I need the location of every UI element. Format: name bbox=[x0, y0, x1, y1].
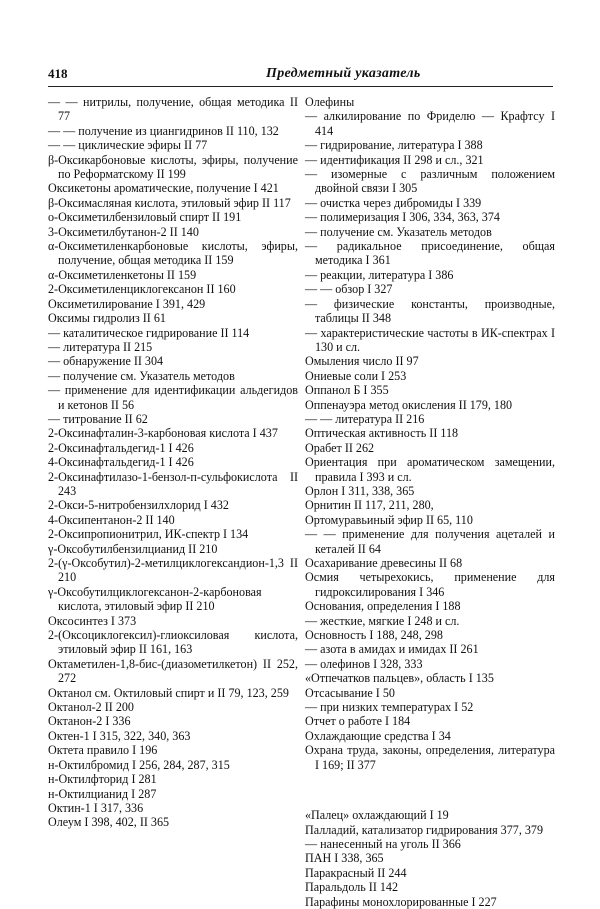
index-entry: — титрование II 62 bbox=[48, 411, 148, 426]
page-number: 418 bbox=[48, 66, 68, 81]
index-entry: γ-Оксобутилбензилцианид II 210 bbox=[48, 541, 218, 556]
index-entry: Палладий, катализатор гидрирования 377, 379 bbox=[305, 822, 544, 837]
index-entry: — реакции, литература I 386 bbox=[305, 267, 454, 282]
index-entry: — олефинов I 328, 333 bbox=[305, 656, 423, 671]
index-entry: — получение см. Указатель методов bbox=[48, 368, 235, 383]
index-entry: н-Октилфторид I 281 bbox=[48, 772, 157, 787]
index-entry: 2-Оксинафтальдегид-1 I 426 bbox=[48, 440, 194, 455]
index-entry: н-Октилбромид I 256, 284, 287, 315 bbox=[48, 757, 230, 772]
index-entry: α-Оксиметиленкетоны II 159 bbox=[48, 267, 197, 282]
index-entry: β-Оксимасляная кислота, этиловый эфир II 117 bbox=[48, 195, 291, 210]
index-entry: — литература II 215 bbox=[48, 339, 153, 354]
index-entry: Октета правило I 196 bbox=[48, 743, 158, 758]
index-entry: α-Оксиметиленкарбоновые кислоты, эфиры, получение, общая методика II 159 bbox=[48, 239, 298, 268]
index-entry: 2-Оксинафтилазо-1-бензол-п-сульфокислота II 243 bbox=[48, 469, 298, 498]
index-entry: β-Оксикарбоновые кислоты, эфиры, получение по Реформатскому II 199 bbox=[48, 152, 298, 182]
index-entry: Олеум I 398, 402, II 365 bbox=[48, 815, 170, 830]
index-entry: — — литература II 216 bbox=[305, 411, 425, 426]
index-entry: 2-Оксиметиленциклогексанон II 160 bbox=[48, 282, 236, 297]
index-entry: — полимеризация I 306, 334, 363, 374 bbox=[305, 210, 500, 225]
index-entry: Отсасывание I 50 bbox=[305, 685, 395, 700]
index-entry: 2-Оксипропионитрил, ИК-спектр I 134 bbox=[48, 527, 249, 542]
index-entry: — алкилирование по Фриделю — Крафтсу I 414 bbox=[305, 109, 555, 138]
index-entry: Осахаривание древесины II 68 bbox=[305, 556, 463, 570]
index-entry: Ониевые соли I 253 bbox=[305, 368, 407, 383]
index-entry: — — нитрилы, получение, общая методика II 77 bbox=[48, 95, 298, 124]
index-entry: — радикальное присоединение, общая методика I 361 bbox=[305, 239, 555, 268]
index-entry: — применение для идентификации альдегидов и кетонов II 56 bbox=[48, 383, 298, 412]
index-entry: Орнитин II 117, 211, 280, bbox=[305, 498, 434, 513]
index-entry: Паральдоль II 142 bbox=[305, 880, 399, 895]
index-entry: — — применение для получения ацеталей и кеталей II 64 bbox=[305, 527, 555, 556]
index-entry: — изомерные с различным положением двойной связи I 305 bbox=[305, 167, 555, 196]
index-entry: «Палец» охлаждающий I 19 bbox=[305, 808, 449, 823]
index-entry: Оптическая активность II 118 bbox=[305, 426, 459, 441]
index-entry: Паракрасный II 244 bbox=[305, 865, 407, 880]
section-gap bbox=[305, 772, 555, 808]
page-header bbox=[48, 66, 553, 88]
index-entry: — — обзор I 327 bbox=[305, 282, 393, 297]
index-entry: н-Октилцианид I 287 bbox=[48, 786, 157, 801]
index-entry: — характеристические частоты в ИК-спектрах I 130 и сл. bbox=[305, 325, 555, 354]
running-title: Предметный указатель bbox=[266, 66, 421, 81]
index-entry: 3-Оксиметилбутанон-2 II 140 bbox=[48, 224, 199, 239]
index-group-o bbox=[305, 95, 555, 772]
index-entry: о-Оксиметилбензиловый спирт II 191 bbox=[48, 210, 242, 225]
index-entry: Октанол-2 II 200 bbox=[48, 700, 134, 715]
index-entry: 2-Окси-5-нитробензилхлорид I 432 bbox=[48, 498, 229, 513]
index-entry: Оппенауэра метод окисления II 179, 180 bbox=[305, 397, 513, 412]
index-column-left bbox=[48, 95, 298, 830]
index-entry: — физические константы, производные, таблицы II 348 bbox=[305, 296, 555, 326]
index-entry: Октанон-2 I 336 bbox=[48, 714, 131, 729]
index-entry: — каталитическое гидрирование II 114 bbox=[48, 325, 250, 340]
index-entry: «Отпечатков пальцев», область I 135 bbox=[305, 671, 494, 686]
index-entry: — — циклические эфиры II 77 bbox=[48, 138, 208, 153]
index-entry: — жесткие, мягкие I 248 и сл. bbox=[305, 613, 460, 628]
index-entry: 2-(γ-Оксобутил)-2-метилциклогександион-1,3 II 210 bbox=[48, 556, 298, 585]
index-entry: Оксосинтез I 373 bbox=[48, 613, 137, 628]
index-entry: — — получение из циангидринов II 110, 132 bbox=[48, 123, 279, 138]
index-entry: 2-Оксинафталин-3-карбоновая кислота I 437 bbox=[48, 426, 278, 441]
index-entry: 4-Оксипентанон-2 II 140 bbox=[48, 512, 175, 527]
index-group-p bbox=[305, 808, 555, 909]
index-entry: — идентификация II 298 и сл., 321 bbox=[305, 152, 484, 167]
index-entry: Октанол см. Октиловый спирт и II 79, 123, 259 bbox=[48, 685, 289, 700]
index-entry: — обнаружение II 304 bbox=[48, 354, 164, 369]
index-entry: — нанесенный на уголь II 366 bbox=[305, 836, 461, 851]
index-entry: Отчет о работе I 184 bbox=[305, 714, 411, 729]
index-entry: Омыления число II 97 bbox=[305, 354, 419, 369]
index-entry: — азота в амидах и имидах II 261 bbox=[305, 642, 479, 657]
index-entry: Олефины bbox=[305, 95, 355, 109]
index-column-right bbox=[305, 95, 555, 909]
index-entry: Охрана труда, законы, определения, литература I 169; II 377 bbox=[305, 743, 555, 772]
index-entry: Охлаждающие средства I 34 bbox=[305, 728, 451, 743]
index-entry: Осмия четырехокись, применение для гидроксилирования I 346 bbox=[305, 570, 555, 599]
index-entry: Основания, определения I 188 bbox=[305, 599, 461, 614]
index-entry: Оксикетоны ароматические, получение I 421 bbox=[48, 181, 279, 196]
index-entry: Оппанол Б I 355 bbox=[305, 383, 389, 398]
index-entry: Орлон I 311, 338, 365 bbox=[305, 483, 415, 498]
index-entry: — гидрирование, литература I 388 bbox=[305, 138, 483, 153]
index-entry: Октаметилен-1,8-бис-(диазометилкетон) II 252, 272 bbox=[48, 656, 298, 686]
index-entry: 2-(Оксоциклогексил)-глиоксиловая кислота, этиловый эфир II 161, 163 bbox=[48, 628, 298, 657]
index-entry: Октен-1 I 315, 322, 340, 363 bbox=[48, 728, 191, 743]
index-entry: Оксимы гидролиз II 61 bbox=[48, 311, 166, 326]
index-entry: — получение см. Указатель методов bbox=[305, 224, 492, 239]
index-entry: — очистка через дибромиды I 339 bbox=[305, 195, 482, 210]
index-entry: Октин-1 I 317, 336 bbox=[48, 800, 144, 815]
index-entry: γ-Оксобутилциклогексанон-2-карбоновая кислота, этиловый эфир II 210 bbox=[48, 584, 262, 614]
index-entry: Орабет II 262 bbox=[305, 440, 375, 455]
index-entry: Ортомуравьиный эфир II 65, 110 bbox=[305, 512, 473, 527]
index-entry: ПАН I 338, 365 bbox=[305, 851, 384, 866]
index-entry: Оксиметилирование I 391, 429 bbox=[48, 296, 206, 311]
index-entry: Основность I 188, 248, 298 bbox=[305, 628, 443, 643]
index-entry: — при низких температурах I 52 bbox=[305, 700, 474, 715]
index-entry: Ориентация при ароматическом замещении, правила I 393 и сл. bbox=[305, 455, 555, 484]
index-entry: 4-Оксинафтальдегид-1 I 426 bbox=[48, 455, 194, 470]
header-rule bbox=[48, 86, 553, 87]
index-entry: Парафины монохлорированные I 227 bbox=[305, 894, 497, 909]
